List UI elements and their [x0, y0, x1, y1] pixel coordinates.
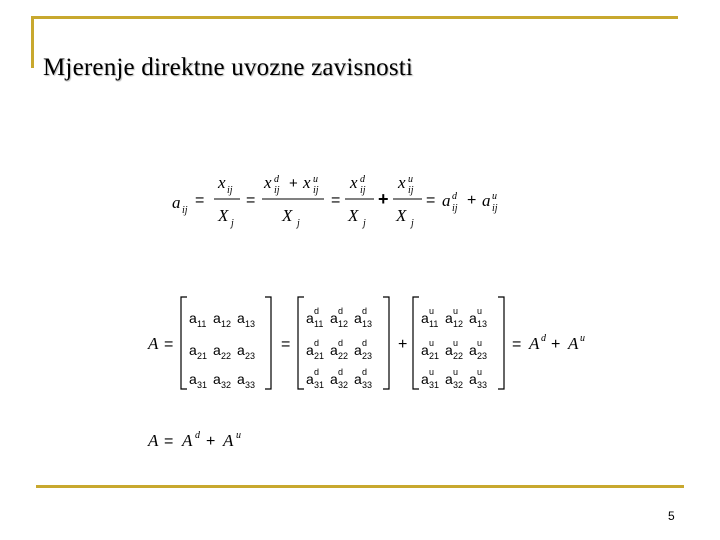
f1-rhs-plus: +	[467, 192, 477, 209]
matrix-u-sup-23: u	[477, 338, 483, 348]
matrix-d-sub-33: 33	[362, 380, 373, 390]
matrix-d-sup-31: d	[314, 367, 320, 377]
f1-rhs-a2-sub: ij	[492, 203, 498, 214]
f2-rhs-sup1: d	[541, 333, 546, 344]
matrix-Ad	[298, 297, 389, 390]
matrix-u-entry-33: a	[469, 371, 477, 387]
f1-rhs-a1-sup: d	[452, 191, 457, 202]
f1-rhs-a1-sub: ij	[452, 203, 458, 214]
f1-eq-2: =	[246, 192, 256, 209]
matrix-u-sup-22: u	[453, 338, 459, 348]
matrix-u-sup-12: u	[453, 306, 459, 316]
slide-title: Mjerenje direktne uvozne zavisnosti	[43, 54, 414, 81]
f3-sup2: u	[236, 430, 241, 441]
f2-eq-1: =	[164, 336, 174, 353]
matrix-d-sup-13: d	[362, 306, 368, 316]
f1-rhs-a2: a	[482, 191, 491, 210]
f1-frac2-plus: +	[289, 175, 298, 192]
matrix-u-sup-21: u	[429, 338, 435, 348]
matrix-u-sup-33: u	[477, 367, 483, 377]
matrix-d-entry-31: a	[306, 371, 314, 387]
matrix-u-sup-13: u	[477, 306, 483, 316]
f1-frac2-num-x1: x	[264, 173, 272, 192]
f1-frac3-den-sub: j	[363, 218, 366, 229]
f2-rhs-A1: A	[529, 334, 540, 353]
matrix-a-entry-31: a	[189, 371, 197, 387]
matrix-u-sup-11: u	[429, 306, 435, 316]
matrix-d-right-bracket	[383, 297, 389, 389]
matrix-Au	[413, 297, 504, 390]
matrix-u-sub-13: 13	[477, 319, 488, 329]
matrix-d-sup-33: d	[362, 367, 368, 377]
f1-frac4-num: x	[398, 173, 406, 192]
matrix-u-sub-21: 21	[429, 351, 440, 361]
matrix-d-entry-33: a	[354, 371, 362, 387]
f3-A2: A	[223, 431, 234, 450]
f3-eq: =	[164, 433, 174, 450]
f1-frac1-den-sub: j	[231, 218, 234, 229]
f3-sup1: d	[195, 430, 200, 441]
matrix-a-entry-32: a	[213, 371, 221, 387]
matrix-u-entry-31: a	[421, 371, 429, 387]
matrix-d-left-bracket	[298, 297, 304, 389]
matrix-a-sub-21: 21	[197, 351, 208, 361]
f1-frac4-num-sup: u	[408, 174, 413, 185]
f1-frac4-num-sub: ij	[408, 185, 414, 196]
matrix-a-entry-22: a	[213, 342, 221, 358]
matrix-d-sup-12: d	[338, 306, 344, 316]
f1-frac2-num-sup1: d	[274, 174, 279, 185]
matrix-d-sup-11: d	[314, 306, 320, 316]
matrix-d-sub-11: 11	[314, 319, 324, 329]
f1-frac3-num-sub: ij	[360, 185, 366, 196]
matrix-a-entry-21: a	[189, 342, 197, 358]
matrix-a-entry-33: a	[237, 371, 245, 387]
matrix-u-right-bracket	[498, 297, 504, 389]
matrix-u-entry-23: a	[469, 342, 477, 358]
matrix-a-sub-22: 22	[221, 351, 232, 361]
matrix-u-sup-32: u	[453, 367, 459, 377]
matrix-a-sub-31: 31	[197, 380, 208, 390]
matrix-d-sub-21: 21	[314, 351, 325, 361]
matrix-u-entry-21: a	[421, 342, 429, 358]
matrix-a-sub-23: 23	[245, 351, 256, 361]
matrix-a-sub-11: 11	[197, 319, 207, 329]
f2-A: A	[148, 334, 159, 353]
matrix-d-sub-32: 32	[338, 380, 349, 390]
matrix-d-sub-13: 13	[362, 319, 373, 329]
f2-rhs-A2: A	[568, 334, 579, 353]
f1-eq-1: =	[195, 192, 205, 209]
matrix-u-sup-31: u	[429, 367, 435, 377]
matrix-a-left-bracket	[181, 297, 187, 389]
f1-eq-4: =	[426, 192, 436, 209]
f1-frac1-num: x	[218, 173, 226, 192]
matrix-a-sub-12: 12	[221, 319, 232, 329]
matrix-u-sub-31: 31	[429, 380, 440, 390]
f1-frac2-den-sub: j	[297, 218, 300, 229]
matrix-u-entry-11: a	[421, 310, 429, 326]
f3-A1: A	[182, 431, 193, 450]
matrix-u-entry-32: a	[445, 371, 453, 387]
f1-frac1-den: X	[218, 206, 229, 225]
matrix-d-sub-31: 31	[314, 380, 325, 390]
f1-frac3-num-sup: d	[360, 174, 365, 185]
matrix-d-sub-12: 12	[338, 319, 349, 329]
matrix-d-sub-23: 23	[362, 351, 373, 361]
matrix-d-entry-12: a	[330, 310, 338, 326]
f2-eq-3: =	[512, 336, 522, 353]
f1-frac3-den: X	[348, 206, 359, 225]
matrix-a-sub-13: 13	[245, 319, 256, 329]
matrix-A	[181, 297, 271, 390]
f1-frac2-num-sub1: ij	[274, 185, 280, 196]
matrix-d-sup-23: d	[362, 338, 368, 348]
f1-frac4-den-sub: j	[411, 218, 414, 229]
matrix-a-sub-33: 33	[245, 380, 256, 390]
matrix-a-entry-13: a	[237, 310, 245, 326]
f1-plus: +	[378, 189, 389, 209]
matrix-a-right-bracket	[265, 297, 271, 389]
f1-frac2-num-x2: x	[303, 173, 311, 192]
matrix-d-sup-22: d	[338, 338, 344, 348]
matrix-u-sub-33: 33	[477, 380, 488, 390]
matrix-u-left-bracket	[413, 297, 419, 389]
matrix-u-sub-22: 22	[453, 351, 464, 361]
f2-eq-2: =	[281, 336, 291, 353]
f1-frac2-num-sup2: u	[313, 174, 318, 185]
matrix-d-entry-32: a	[330, 371, 338, 387]
f3-A: A	[148, 431, 159, 450]
f1-frac1-num-sub: ij	[227, 185, 233, 196]
matrix-a-sub-32: 32	[221, 380, 232, 390]
matrix-d-sup-21: d	[314, 338, 320, 348]
f1-rhs-a2-sup: u	[492, 191, 497, 202]
matrix-d-entry-22: a	[330, 342, 338, 358]
f1-rhs-a1: a	[442, 191, 451, 210]
f1-frac3-num: x	[350, 173, 358, 192]
f1-frac4-den: X	[396, 206, 407, 225]
matrix-d-sup-32: d	[338, 367, 344, 377]
matrix-a-entry-23: a	[237, 342, 245, 358]
f2-rhs-sup2: u	[580, 333, 585, 344]
f1-lhs-sub: ij	[182, 205, 188, 216]
matrix-u-sub-11: 11	[429, 319, 439, 329]
matrix-d-entry-23: a	[354, 342, 362, 358]
matrix-a-entry-11: a	[189, 310, 197, 326]
matrix-u-sub-23: 23	[477, 351, 488, 361]
matrix-u-entry-22: a	[445, 342, 453, 358]
f2-rhs-plus: +	[551, 336, 561, 353]
matrix-u-sub-12: 12	[453, 319, 464, 329]
matrix-d-entry-11: a	[306, 310, 314, 326]
matrix-d-entry-13: a	[354, 310, 362, 326]
f2-plus: +	[398, 336, 408, 353]
f3-plus: +	[206, 433, 216, 450]
f1-frac2-num-sub2: ij	[313, 185, 319, 196]
f1-eq-3: =	[331, 192, 341, 209]
matrix-d-entry-21: a	[306, 342, 314, 358]
matrix-u-entry-13: a	[469, 310, 477, 326]
matrix-u-sub-32: 32	[453, 380, 464, 390]
page-number: 5	[668, 509, 675, 523]
matrix-d-sub-22: 22	[338, 351, 349, 361]
matrix-a-entry-12: a	[213, 310, 221, 326]
f1-lhs-a: a	[172, 193, 181, 212]
matrix-u-entry-12: a	[445, 310, 453, 326]
f1-frac2-den: X	[282, 206, 293, 225]
